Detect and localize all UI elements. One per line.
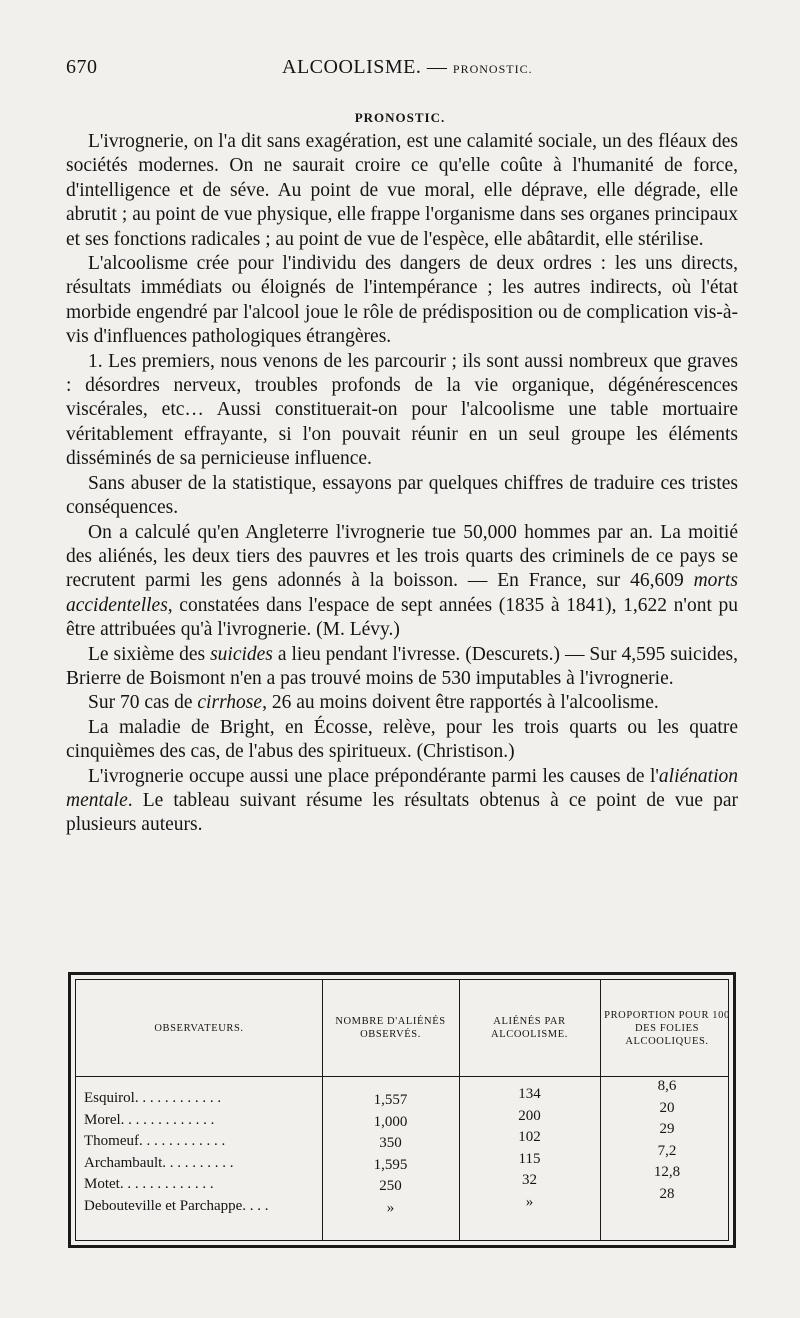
table-cell-observer: Thomeuf. . . . . . . . . . . . (84, 1133, 226, 1149)
p5-text-b: , constatées dans l'espace de sept années (1835 à 1841), 1,622 n'ont pu être attribuées qu'à l'ivrognerie. (M. Lévy.) (66, 594, 738, 641)
table-cell-observed: 1,000 (373, 1113, 408, 1130)
table-cell-observer: Esquirol. . . . . . . . . . . . (84, 1090, 222, 1106)
table-inner-frame (75, 979, 729, 1241)
body-text (66, 130, 738, 838)
table-cell-observer: Motet. . . . . . . . . . . . . (84, 1176, 214, 1192)
table-cell-proportion: 29 (659, 1121, 675, 1137)
paragraph-9 (66, 765, 738, 838)
table-cell-observed: » (386, 1199, 395, 1216)
table-cell-proportion: 8,6 (657, 1078, 677, 1094)
table-cell-observed: 350 (379, 1135, 402, 1151)
paragraph-4: Sans abuser de la statistique, essayons par quelques chiffres de traduire ces tristes conséquences. (66, 472, 738, 519)
paragraph-2: L'alcoolisme crée pour l'individu des dangers de deux ordres : les uns directs, résultats immédiats ou éloignés de l'intempérance ; les autres indirects, où l'état morbide engendré par l'alcool joue le rôle de prédisposition ou de complication vis-à-vis d'influences pathologiques étrangères. (66, 253, 738, 348)
header-proportion: PROPORTION POUR 100 DES FOLIES ALCOOLIQUES. (604, 1009, 730, 1047)
running-title (282, 56, 533, 79)
table-cell-observed: 1,557 (373, 1092, 408, 1108)
p6-text-b: a lieu pendant l'ivresse. (Descurets.) — Sur 4,595 suicides, Brierre de Boismont n'en a pas trouvé moins de 530 imputables à l'ivrognerie. (66, 643, 738, 689)
table-cell-proportion: 28 (659, 1185, 675, 1202)
p9-italic: aliénation mentale (66, 765, 738, 811)
table-cell-observed: 1,595 (373, 1156, 408, 1173)
paragraph-5 (66, 521, 738, 643)
table-cell-proportion: 12,8 (653, 1164, 681, 1180)
p7-text-a: Sur 70 cas de (88, 692, 198, 714)
table-cell-alcoholism: 115 (518, 1150, 541, 1167)
paragraph-7 (66, 691, 738, 715)
table-cell-proportion: 20 (659, 1099, 675, 1116)
table-cell-proportion: 7,2 (657, 1142, 677, 1159)
table-cell-observed: 250 (379, 1178, 402, 1194)
running-head (66, 56, 760, 82)
observer-column (84, 1088, 324, 1217)
paragraph-6 (66, 643, 738, 692)
p6-text-a: Le sixième des (88, 643, 211, 665)
paragraph-8: La maladie de Bright, en Écosse, relève, pour les trois quarts ou les quatre cinquièmes des cas, de l'abus des spiritueux. (Christison.) (66, 716, 738, 763)
running-title-sub: PRONOSTIC. (452, 62, 533, 76)
table-cell-observer: Archambault. . . . . . . . . . (84, 1154, 234, 1171)
table-cell-alcoholism: 200 (518, 1107, 541, 1124)
observers-table (68, 972, 736, 1248)
running-title-dash: — (426, 56, 448, 78)
paragraph-1: L'ivrognerie, on l'a dit sans exagération, est une calamité sociale, un des fléaux des sociétés modernes. On ne saurait croire ce qu'elle coûte à l'humanité de force, d'intelligence et de séve. Au point de vue moral, elle déprave, elle dégrade, elle abrutit ; au point de vue physique, elle frappe l'organisme dans ses organes principaux et ses fonctions radicales ; au point de vue de l'espèce, elle abâtardit, elle stérilise. (66, 131, 738, 250)
p9-text-b: . Le tableau suivant résume les résultats obtenus à ce point de vue par plusieurs auteurs. (66, 789, 738, 836)
header-observed: NOMBRE D'ALIÉNÉS OBSERVÉS. (335, 1016, 446, 1040)
p9-text-a: L'ivrognerie occupe aussi une place prépondérante parmi les causes de l' (88, 765, 659, 787)
table-cell-alcoholism: 134 (518, 1086, 541, 1102)
proportion-column (600, 1076, 734, 1205)
header-alcoholism: ALIÉNÉS PAR ALCOOLISME. (491, 1016, 568, 1040)
observed-column (322, 1090, 459, 1219)
table-cell-observer: Debouteville et Parchappe. . . . (84, 1197, 269, 1214)
table-cell-alcoholism: 102 (518, 1129, 541, 1145)
table-cell-observer: Morel. . . . . . . . . . . . . (84, 1111, 215, 1128)
table-cell-alcoholism: 32 (522, 1172, 537, 1188)
alcoholism-column (459, 1084, 600, 1213)
running-title-main: ALCOOLISME. (282, 56, 422, 78)
paragraph-3: 1. Les premiers, nous venons de les parcourir ; ils sont aussi nombreux que graves : désordres nerveux, troubles profonds de la vie organique, dégénérescences viscérales, etc… Aussi constituerait-on pour l'alcoolisme une table mortuaire véritablement effrayante, si l'on pouvait réunir en un seul groupe les éléments disséminés de sa pernicieuse influence. (66, 350, 738, 470)
table-cell-alcoholism: » (525, 1193, 534, 1210)
p7-text-b: , 26 au moins doivent être rapportés à l'alcoolisme. (262, 692, 659, 714)
page-number: 670 (66, 56, 98, 78)
header-observers: OBSERVATEURS. (154, 1022, 244, 1034)
section-title: PRONOSTIC. (354, 110, 446, 125)
p6-italic: suicides (210, 643, 273, 665)
p7-italic: cirrhose (197, 692, 263, 714)
p5-text-a: On a calculé qu'en Angleterre l'ivrognerie tue 50,000 hommes par an. La moitié des aliénés, les deux tiers des pauvres et les trois quarts des criminels de ce pays se recrutent parmi les gens adonnés à la boisson. — En France, sur 46,609 (66, 521, 738, 592)
p5-italic: morts accidentelles (66, 570, 738, 616)
